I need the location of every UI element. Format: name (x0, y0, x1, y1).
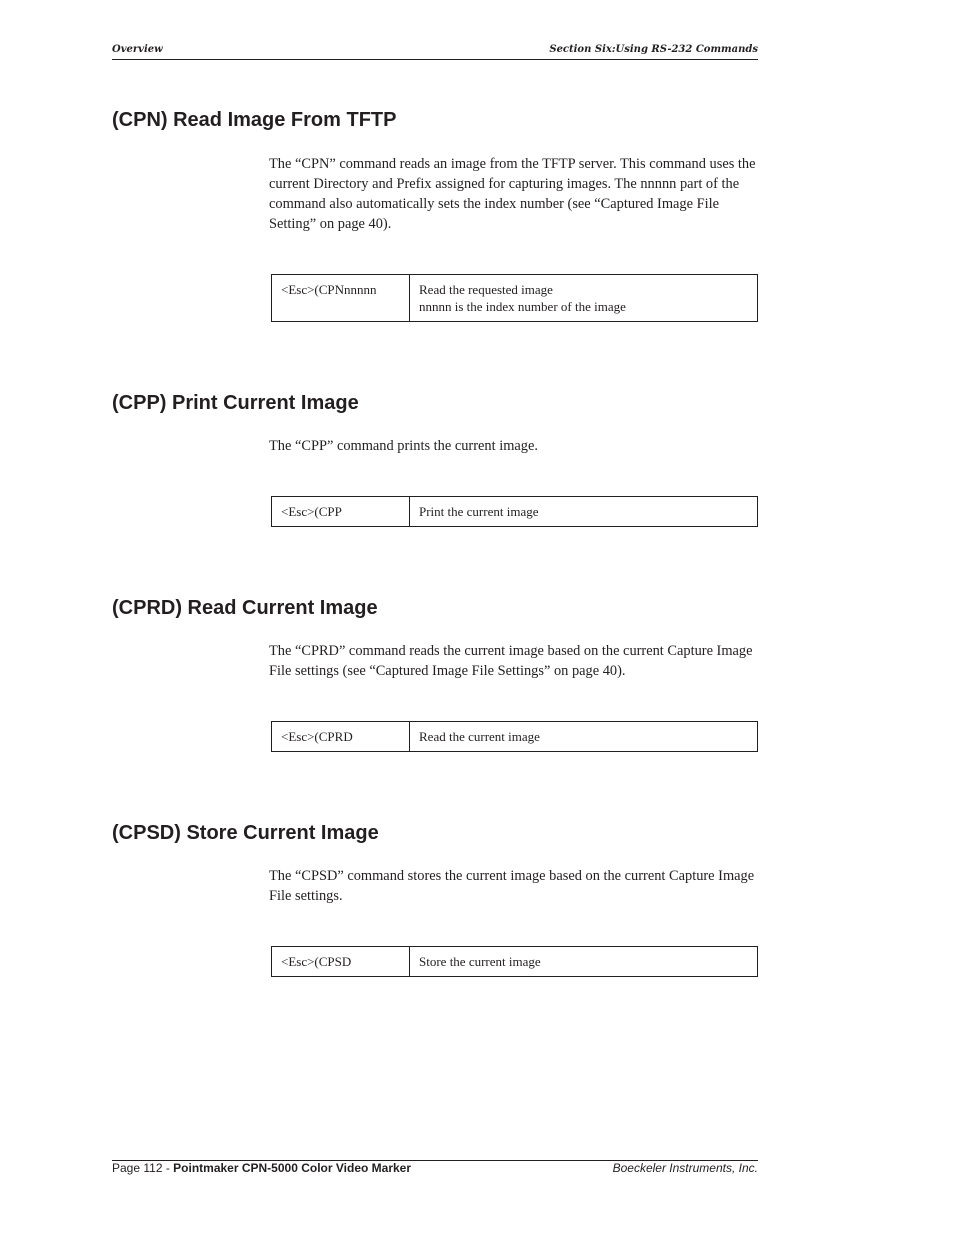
section-description: The “CPRD” command reads the current image based on the current Capture Image File settings (see “Captured Image File Settings” on page 40). (269, 643, 753, 679)
result-cell (411, 947, 757, 976)
section-title: (CPSD) Store Current Image (112, 822, 379, 844)
section-description: The “CPP” command prints the current image. (269, 438, 538, 454)
footer-left (112, 1161, 411, 1175)
section-description: The “CPN” command reads an image from the TFTP server. This command uses the current Directory and Prefix assigned for capturing images. The nnnnn part of the command also automatically sets the index number (see “Captured Image File Setting” on page 40). (269, 156, 756, 232)
product-name: Pointmaker CPN-5000 Color Video Marker (173, 1161, 412, 1175)
header-left: Overview (112, 44, 163, 55)
result-cell (411, 722, 757, 751)
section-description: The “CPSD” command stores the current image based on the current Capture Image File settings. (269, 868, 755, 904)
result-cell (411, 275, 757, 321)
result-line: Store the current image (419, 954, 541, 969)
command-cell: <Esc>(CPSD (272, 947, 410, 976)
command-cell: <Esc>(CPP (272, 497, 410, 526)
running-footer (112, 1160, 758, 1175)
command-table (271, 946, 758, 977)
section-title: (CPRD) Read Current Image (112, 597, 378, 619)
result-line: nnnnn is the index number of the image (419, 299, 626, 314)
command-table (271, 721, 758, 752)
command-table (271, 274, 758, 322)
result-line: Read the current image (419, 729, 540, 744)
running-header (112, 44, 758, 60)
section-title: (CPN) Read Image From TFTP (112, 109, 397, 131)
result-line: Read the requested image (419, 282, 553, 297)
header-right: Section Six:Using RS-232 Commands (549, 44, 758, 55)
command-table (271, 496, 758, 527)
command-cell: <Esc>(CPNnnnnn (272, 275, 410, 321)
command-cell: <Esc>(CPRD (272, 722, 410, 751)
page-number: Page 112 - (112, 1161, 174, 1175)
result-line: Print the current image (419, 504, 539, 519)
result-cell (411, 497, 757, 526)
footer-company: Boeckeler Instruments, Inc. (612, 1161, 758, 1175)
section-title: (CPP) Print Current Image (112, 392, 359, 414)
